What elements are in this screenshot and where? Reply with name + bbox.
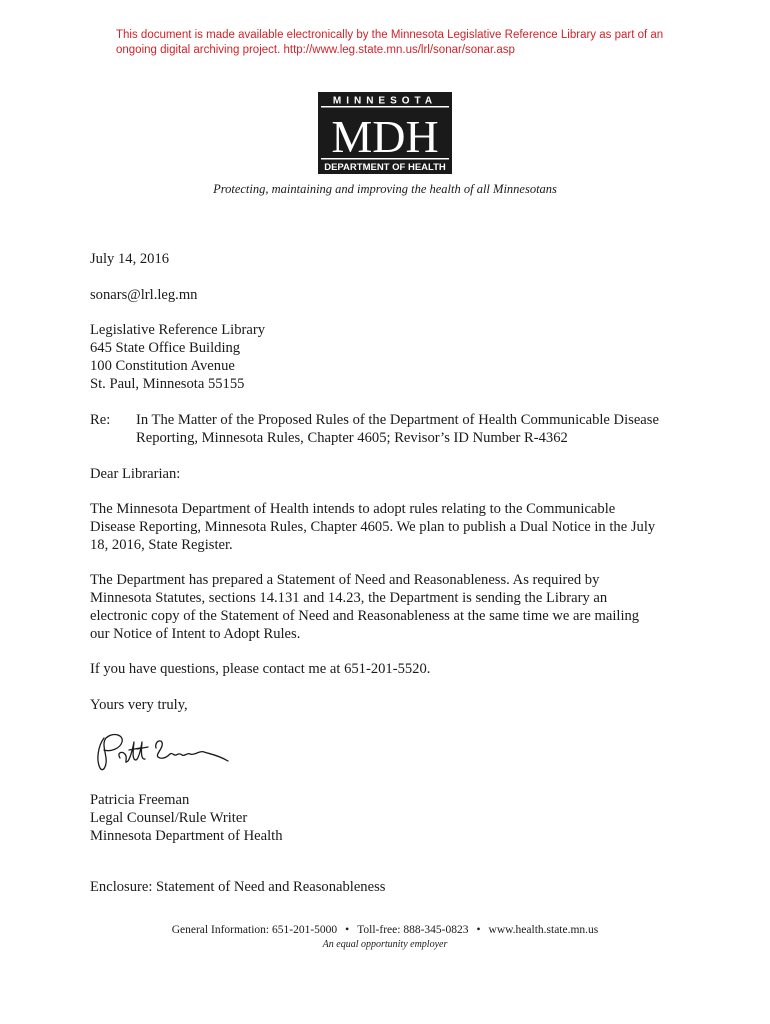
paragraph-line: The Minnesota Department of Health intends to adopt rules relating to the Communicable bbox=[90, 501, 616, 517]
salutation: Dear Librarian: bbox=[90, 466, 181, 482]
footer-general-info: General Information: 651-201-5000 bbox=[171, 924, 338, 936]
recipient-email: sonars@lrl.leg.mn bbox=[90, 287, 198, 303]
footer-tollfree: Toll-free: 888-345-0823 bbox=[357, 924, 469, 936]
archive-notice bbox=[116, 28, 676, 58]
archive-notice-line-1: This document is made available electronically by the Minnesota Legislative Reference Library as part of an bbox=[116, 29, 664, 41]
recipient-address bbox=[90, 321, 690, 393]
logo-main-text: MDH bbox=[331, 111, 439, 162]
signature bbox=[90, 728, 240, 778]
re-subject-line: In The Matter of the Proposed Rules of the Department of Health Communicable Disease bbox=[136, 412, 659, 428]
paragraph-line: 18, 2016, State Register. bbox=[90, 537, 233, 553]
logo-bottom-text: DEPARTMENT OF HEALTH bbox=[324, 162, 446, 173]
footer-employer: An equal opportunity employer bbox=[322, 939, 448, 950]
paragraph-line: Disease Reporting, Minnesota Rules, Chapter 4605. We plan to publish a Dual Notice in the July bbox=[90, 519, 656, 535]
closing: Yours very truly, bbox=[90, 697, 188, 713]
letter-date: July 14, 2016 bbox=[90, 251, 170, 267]
re-label: Re: bbox=[90, 412, 111, 428]
paragraph-3: If you have questions, please contact me at 651-201-5520. bbox=[90, 661, 431, 677]
re-subject bbox=[136, 411, 696, 447]
address-line: St. Paul, Minnesota 55155 bbox=[90, 376, 245, 392]
archive-notice-line-2: ongoing digital archiving project. http://www.leg.state.mn.us/lrl/sonar/sonar.asp bbox=[116, 44, 515, 56]
footer-bullet: • bbox=[345, 924, 350, 936]
footer-website: www.health.state.mn.us bbox=[488, 924, 599, 936]
paragraph-1 bbox=[90, 500, 690, 554]
enclosure: Enclosure: Statement of Need and Reasonableness bbox=[90, 879, 386, 895]
footer-bullet: • bbox=[476, 924, 481, 936]
footer-contact bbox=[0, 924, 770, 936]
paragraph-line: electronic copy of the Statement of Need and Reasonableness at the same time we are mailing bbox=[90, 608, 640, 624]
paragraph-2 bbox=[90, 571, 690, 643]
address-line: 100 Constitution Avenue bbox=[90, 358, 235, 374]
tagline: Protecting, maintaining and improving the health of all Minnesotans bbox=[213, 182, 557, 196]
address-line: 645 State Office Building bbox=[90, 340, 241, 356]
paragraph-line: Minnesota Statutes, sections 14.131 and 14.23, the Department is sending the Library an bbox=[90, 590, 608, 606]
logo-top-text: MINNESOTA bbox=[332, 95, 438, 107]
re-subject-line: Reporting, Minnesota Rules, Chapter 4605; Revisor’s ID Number R-4362 bbox=[136, 430, 568, 446]
signer-name: Patricia Freeman bbox=[90, 792, 190, 808]
paragraph-line: The Department has prepared a Statement of Need and Reasonableness. As required by bbox=[90, 572, 600, 588]
mdh-logo bbox=[318, 92, 452, 174]
signer-title: Legal Counsel/Rule Writer bbox=[90, 810, 248, 826]
signer-block bbox=[90, 791, 690, 845]
signer-organization: Minnesota Department of Health bbox=[90, 828, 283, 844]
address-line: Legislative Reference Library bbox=[90, 322, 266, 338]
paragraph-line: our Notice of Intent to Adopt Rules. bbox=[90, 626, 301, 642]
